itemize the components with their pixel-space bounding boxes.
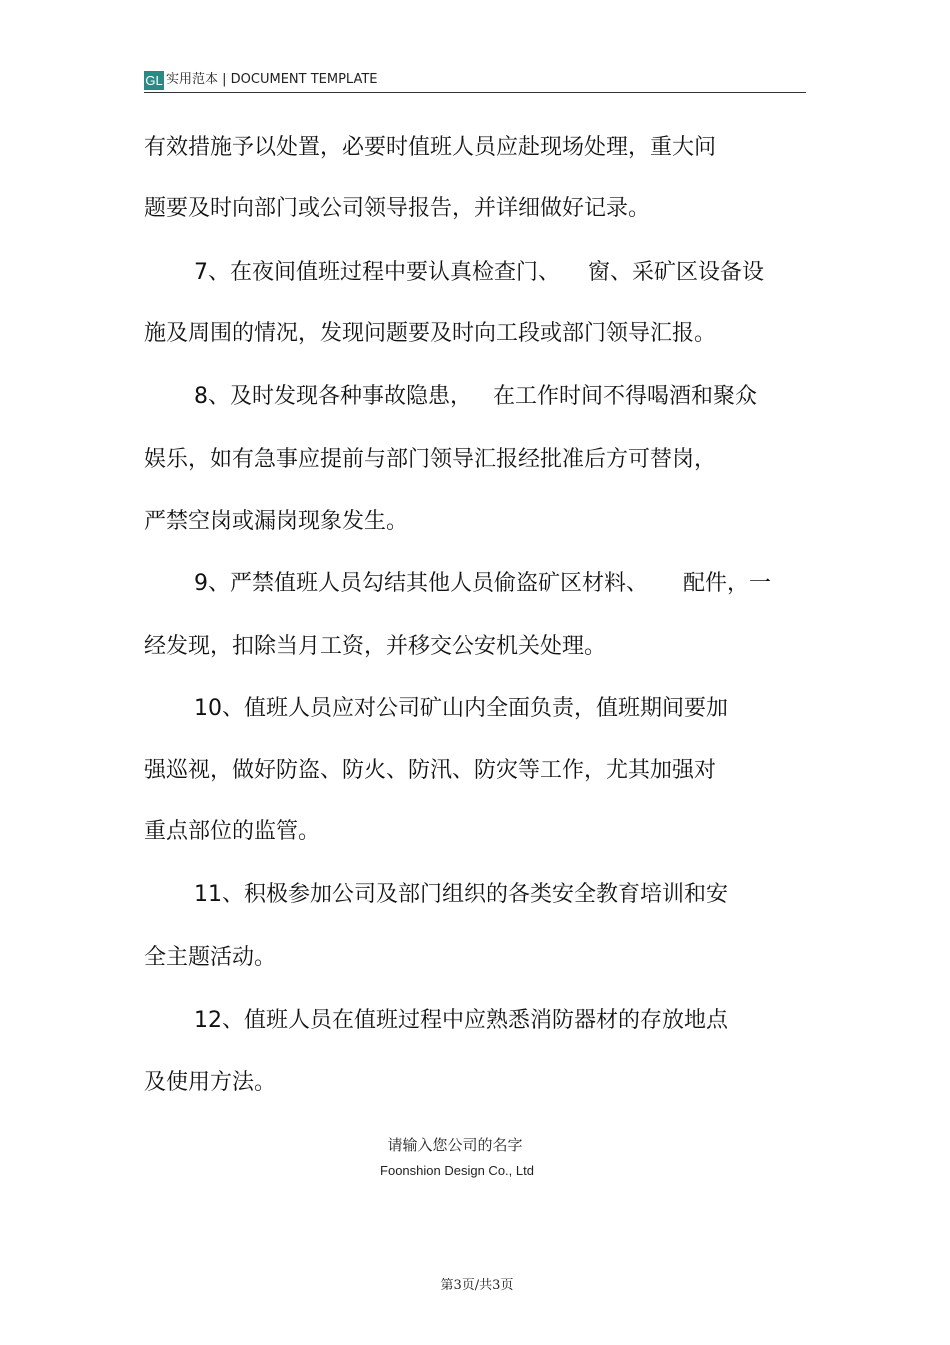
body-line: 娱乐，如有急事应提前与部门领导汇报经批准后方可替岗，: [144, 447, 717, 472]
list-item-7: 7、在夜间值班过程中要认真检查门、 窗、采矿区设备设: [194, 260, 764, 285]
list-item-11: 11、积极参加公司及部门组织的各类安全教育培训和安: [194, 882, 728, 907]
header-title: 实用范本 | DOCUMENT TEMPLATE: [166, 72, 378, 87]
gl-logo-badge: GL: [145, 73, 163, 88]
page-number: 第3页/共3页: [440, 1278, 514, 1293]
company-name-cn: 请输入您公司的名字: [387, 1136, 523, 1154]
list-item-8: 8、及时发现各种事故隐患， 在工作时间不得喝酒和聚众: [194, 384, 757, 409]
company-name-en: Foonshion Design Co., Ltd: [380, 1163, 534, 1178]
body-line: 重点部位的监管。: [144, 819, 321, 844]
body-line: 严禁空岗或漏岗现象发生。: [144, 509, 409, 534]
body-line: 施及周围的情况，发现问题要及时向工段或部门领导汇报。: [144, 321, 717, 346]
body-line: 全主题活动。: [144, 945, 277, 970]
list-item-10: 10、值班人员应对公司矿山内全面负责，值班期间要加: [194, 696, 728, 721]
body-line: 题要及时向部门或公司领导报告，并详细做好记录。: [144, 196, 651, 221]
body-line: 及使用方法。: [144, 1070, 277, 1095]
list-item-12: 12、值班人员在值班过程中应熟悉消防器材的存放地点: [194, 1008, 728, 1033]
body-line: 有效措施予以处置，必要时值班人员应赴现场处理，重大问: [144, 135, 717, 160]
body-line: 经发现，扣除当月工资，并移交公安机关处理。: [144, 634, 607, 659]
list-item-9: 9、严禁值班人员勾结其他人员偷盗矿区材料、 配件，一: [194, 571, 771, 596]
document-header: [144, 70, 806, 93]
body-line: 强巡视，做好防盗、防火、防汛、防灾等工作，尤其加强对: [144, 758, 717, 783]
